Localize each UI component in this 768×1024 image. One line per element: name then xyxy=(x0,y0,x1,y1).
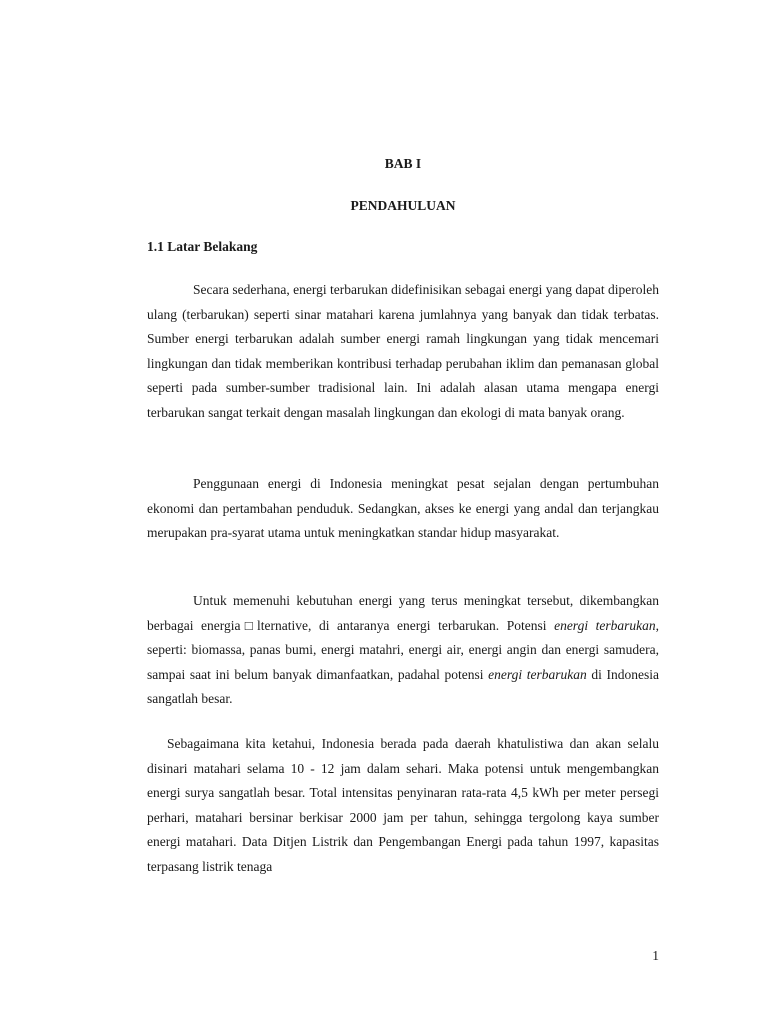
text-run: , seperti: biomassa, panas bumi, energi matahri, energi air, energi angin dan energi samudera, sampai saat ini belum banyak dimanfaatkan, padahal potensi xyxy=(147,617,659,682)
chapter-number: BAB I xyxy=(384,156,422,171)
text-run: Sebagaimana kita ketahui, Indonesia berada pada daerah khatulistiwa dan akan selalu disinari matahari selama 10 - 12 jam dalam sehari. Maka potensi untuk mengembangkan energi surya sangatlah besar. Total intensitas penyinaran rata-rata 4,5 kWh per meter persegi perhari, matahari bersinar berkisar 2000 jam per tahun, sehingga tergolong kaya sumber energi matahari. Data Ditjen Listrik dan Pengembangan Energi pada tahun 1997, kapasitas terpasang listrik tenaga xyxy=(147,736,659,874)
paragraph xyxy=(147,472,659,546)
paragraph xyxy=(147,732,659,880)
text-run: Untuk memenuhi kebutuhan energi yang terus meningkat tersebut, dikembangkan berbagai energia□lternative, di antaranya energi terbarukan. Potensi xyxy=(147,593,659,633)
section-title: 1.1 Latar Belakang xyxy=(147,239,258,254)
paragraph xyxy=(147,589,659,712)
text-run: Penggunaan energi di Indonesia meningkat pesat sejalan dengan pertumbuhan ekonomi dan pertambahan penduduk. Sedangkan, akses ke energi yang andal dan terjangkau merupakan pra-syarat utama untuk meningkatkan standar hidup masyarakat. xyxy=(147,476,659,541)
chapter-title: PENDAHULUAN xyxy=(350,198,456,213)
text-run: Secara sederhana, energi terbarukan didefinisikan sebagai energi yang dapat diperoleh ulang (terbarukan) seperti sinar matahari karena jumlahnya yang banyak dan tidak terbatas. Sumber energi terbarukan adalah sumber energi ramah lingkungan yang tidak mencemari lingkungan dan tidak memberikan kontribusi terhadap perubahan iklim dan pemanasan global seperti pada sumber-sumber tradisional lain. Ini adalah alasan utama mengapa energi terbarukan sangat terkait dengan masalah lingkungan dan ekologi di mata banyak orang. xyxy=(147,282,659,420)
italic-text-run: energi terbarukan xyxy=(554,617,656,633)
text-run: di Indonesia sangatlah besar. xyxy=(147,666,659,707)
page-number: 1 xyxy=(652,948,659,963)
italic-text-run: energi terbarukan xyxy=(488,666,587,682)
paragraph xyxy=(147,278,659,426)
